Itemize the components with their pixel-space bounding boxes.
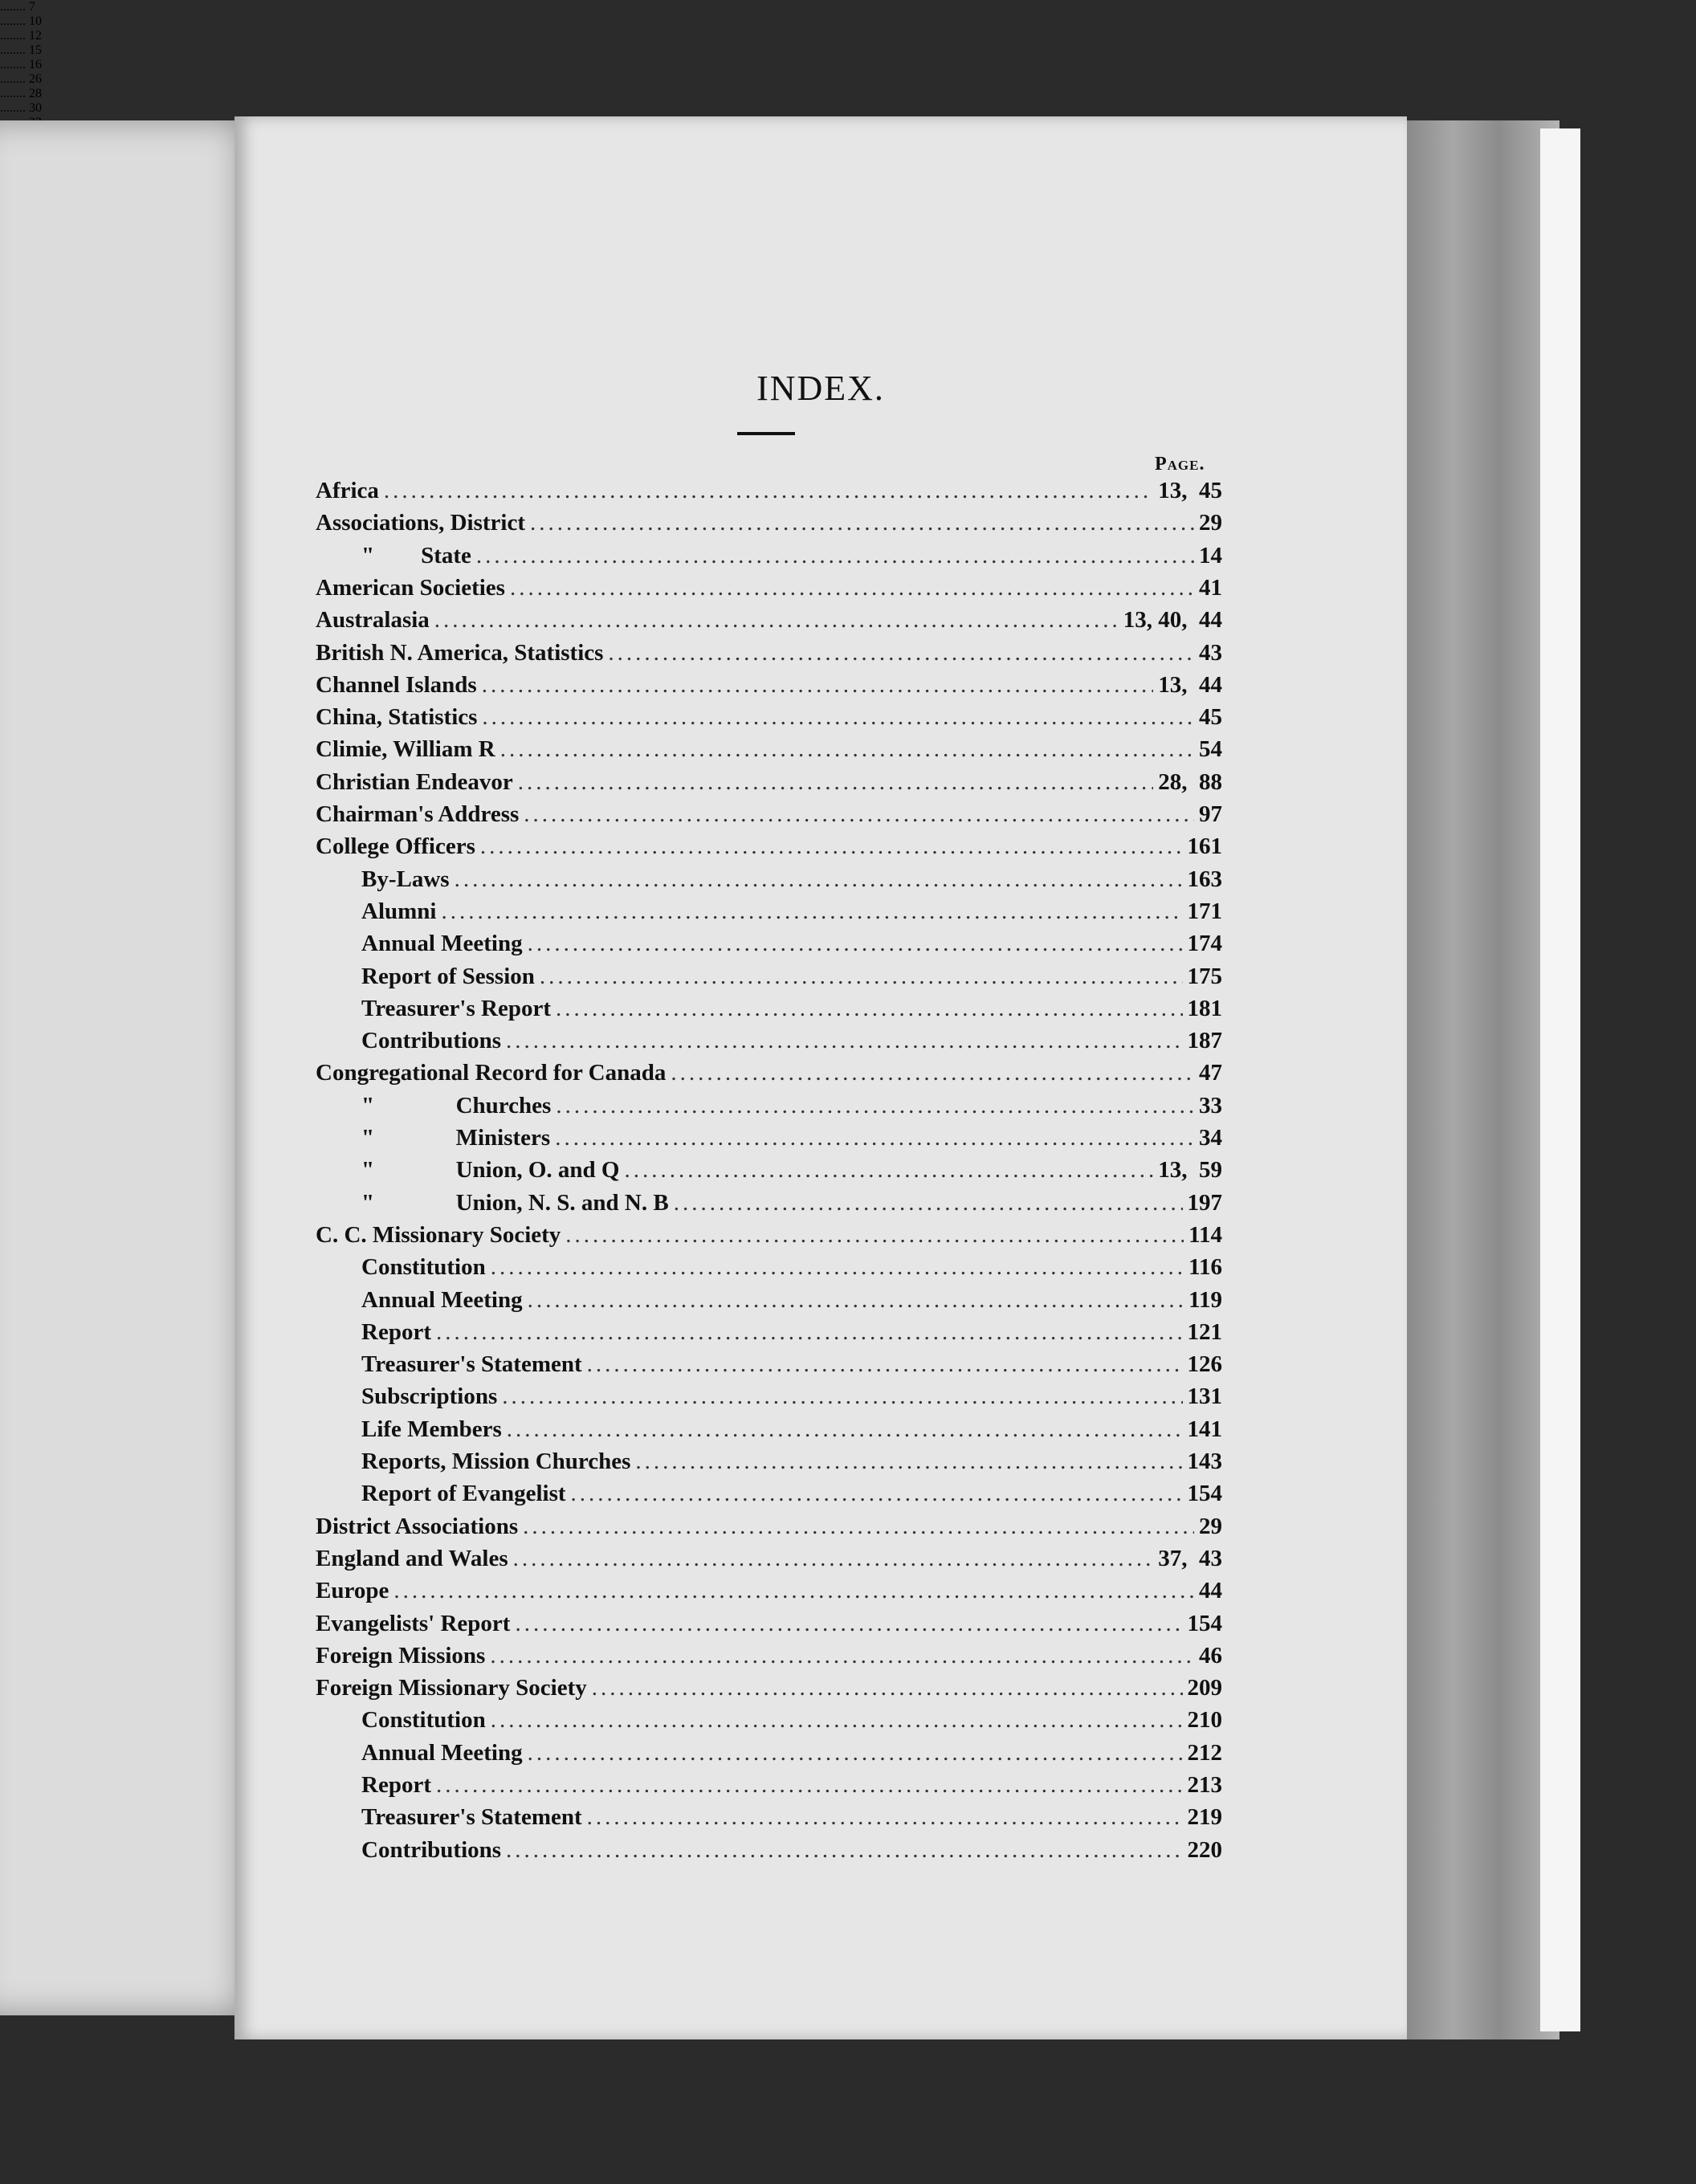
leader-dots: ........ [0, 72, 29, 86]
leader-dots [500, 736, 1194, 763]
index-entry-text: Foreign Missions [316, 1642, 486, 1669]
index-entry-text: College Officers [316, 833, 475, 860]
left-page [0, 120, 270, 2015]
index-entry-text: Report of Session [361, 963, 535, 989]
index-entry-pages: 37, 43 [1158, 1545, 1222, 1571]
index-entry-pages: 154 [1187, 1481, 1222, 1507]
leader-dots [587, 1351, 1183, 1378]
index-entry-text: Report [361, 1318, 431, 1345]
leader-dots [436, 1772, 1183, 1799]
index-entry-text: Europe [316, 1578, 389, 1604]
index-entry [316, 640, 1222, 672]
left-page-number [0, 72, 1696, 87]
leader-dots [482, 672, 1154, 699]
index-entry-text: Associations, District [316, 510, 525, 536]
index-entry [361, 1804, 1222, 1836]
left-page-number [0, 58, 1696, 72]
index-entry [361, 898, 1222, 931]
leader-dots [384, 478, 1153, 504]
left-page-number [0, 43, 1696, 58]
index-entry-pages: 161 [1187, 833, 1222, 860]
leader-dots: ........ [0, 101, 29, 115]
leader-dots [513, 1546, 1154, 1572]
left-page-number-value: 16 [29, 58, 42, 71]
leader-dots [393, 1578, 1194, 1604]
index-entry [361, 1125, 1222, 1157]
index-entry-text: " State [361, 542, 471, 568]
page-edge-white [1540, 128, 1580, 2031]
index-entry-pages: 54 [1199, 736, 1222, 763]
index-entry [361, 931, 1222, 963]
index-entry-pages: 29 [1199, 1513, 1222, 1539]
leader-dots [506, 1837, 1182, 1864]
index-entry-text: Treasurer's Statement [361, 1804, 582, 1831]
left-page-number-value: 28 [29, 87, 42, 100]
index-entry-text: Channel Islands [316, 671, 477, 698]
index-entry-pages: 13, 59 [1158, 1157, 1222, 1184]
index-entry-pages: 47 [1199, 1060, 1222, 1086]
index-entry-pages: 43 [1199, 639, 1222, 666]
index-entry-text: Alumni [361, 898, 437, 924]
leader-dots: ........ [0, 14, 29, 28]
index-entry-text: District Associations [316, 1513, 519, 1539]
index-entry [316, 736, 1222, 768]
left-page-number-value: 30 [29, 101, 42, 115]
leader-dots: ........ [0, 0, 29, 14]
index-entry-text: C. C. Missionary Society [316, 1221, 561, 1248]
index-entry-pages: 126 [1187, 1351, 1222, 1378]
leader-dots [491, 1707, 1183, 1734]
leader-dots [528, 1740, 1183, 1766]
index-entry-text: Treasurer's Statement [361, 1351, 582, 1378]
left-page-number-value: 10 [29, 14, 42, 28]
index-entry [316, 1514, 1222, 1546]
leader-dots [671, 1060, 1194, 1086]
index-entry-text: Christian Endeavor [316, 768, 513, 795]
leader-dots [441, 898, 1182, 925]
index-entry-text: Congregational Record for Canada [316, 1060, 667, 1086]
index-entry-text: Foreign Missionary Society [316, 1675, 587, 1701]
leader-dots: ........ [0, 87, 29, 100]
index-entry-pages: 181 [1187, 995, 1222, 1021]
leader-dots [674, 1190, 1183, 1216]
index-entry-pages: 210 [1187, 1707, 1222, 1734]
index-entry-text: American Societies [316, 574, 505, 601]
index-entry [361, 1093, 1222, 1125]
index-entry [361, 1740, 1222, 1772]
index-entry-pages: 212 [1187, 1739, 1222, 1766]
index-entry [316, 1611, 1222, 1643]
leader-dots [565, 1222, 1184, 1249]
index-entry [316, 1060, 1222, 1092]
index-entry [361, 1707, 1222, 1739]
index-entry [316, 1643, 1222, 1675]
leader-dots [502, 1383, 1182, 1410]
index-entry [361, 866, 1222, 898]
index-entry-pages: 131 [1187, 1383, 1222, 1410]
index-entry-pages: 163 [1187, 866, 1222, 892]
index-entry-pages: 209 [1187, 1675, 1222, 1701]
leader-dots [556, 996, 1183, 1022]
left-page-number [0, 0, 1696, 14]
leader-dots [436, 1319, 1183, 1346]
index-entry [316, 1578, 1222, 1610]
index-entry-pages: 141 [1187, 1416, 1222, 1442]
index-entry-pages: 14 [1199, 542, 1222, 568]
leader-dots [510, 575, 1194, 601]
index-entry [361, 1319, 1222, 1351]
leader-dots [523, 1514, 1194, 1540]
leader-dots: ........ [0, 43, 29, 57]
index-entry [361, 1383, 1222, 1416]
index-entry-text: Constitution [361, 1254, 486, 1281]
index-entry-text: Subscriptions [361, 1383, 498, 1410]
index-entry-pages: 220 [1187, 1836, 1222, 1863]
index-entry-pages: 13, 44 [1158, 671, 1222, 698]
index-entry [316, 1546, 1222, 1578]
leader-dots [592, 1675, 1183, 1701]
leader-dots [524, 801, 1194, 828]
page-title: INDEX. [756, 369, 885, 408]
index-entry-pages: 154 [1187, 1610, 1222, 1636]
index-entry [361, 1254, 1222, 1286]
index-entry-pages: 119 [1188, 1286, 1222, 1313]
index-entry-pages: 41 [1199, 574, 1222, 601]
index-entry-text: Report [361, 1772, 431, 1798]
index-entry [316, 607, 1222, 639]
leader-dots [528, 1287, 1184, 1314]
left-page-number-value: 7 [29, 0, 35, 14]
index-entry [361, 1190, 1222, 1222]
leader-dots [540, 964, 1183, 990]
index-entry-pages: 34 [1199, 1125, 1222, 1151]
index-entry-text: " Union, O. and Q [361, 1157, 620, 1184]
leader-dots [635, 1449, 1182, 1475]
index-entry-pages: 13, 40, 44 [1123, 607, 1222, 634]
index-entry-pages: 174 [1187, 931, 1222, 957]
left-page-number-value: 12 [29, 29, 42, 43]
index-entry-text: Life Members [361, 1416, 502, 1442]
index-entry-pages: 97 [1199, 801, 1222, 827]
index-entry-text: Africa [316, 478, 379, 503]
leader-dots [490, 1643, 1194, 1669]
page-column-header: Page. [1155, 454, 1205, 475]
index-entry-text: Contributions [361, 1836, 502, 1863]
index-entry-text: Contributions [361, 1028, 502, 1054]
index-entry [361, 996, 1222, 1028]
index-entry-pages: 197 [1187, 1189, 1222, 1216]
left-page-number-value: 26 [29, 72, 42, 86]
leader-dots [455, 866, 1183, 893]
index-entry-pages: 171 [1187, 898, 1222, 924]
index-entry-pages: 121 [1187, 1318, 1222, 1345]
index-entry [316, 1222, 1222, 1254]
index-entry-text: Annual Meeting [361, 931, 523, 957]
leader-dots [480, 833, 1183, 860]
index-entry-text: Reports, Mission Churches [361, 1449, 631, 1474]
index-entry [316, 575, 1222, 607]
index-entry [316, 704, 1222, 736]
index-entry-text: Australasia [316, 607, 430, 634]
index-entry [316, 672, 1222, 704]
index-entry [361, 1837, 1222, 1869]
leader-dots [506, 1028, 1182, 1054]
leader-dots [507, 1416, 1183, 1443]
left-page-number [0, 29, 1696, 43]
index-entry-pages: 33 [1199, 1092, 1222, 1118]
leader-dots: ........ [0, 58, 29, 71]
index-entry-text: Treasurer's Report [361, 995, 551, 1021]
index-entry-pages: 114 [1188, 1221, 1222, 1248]
index-entry-text: Constitution [361, 1707, 486, 1734]
index-entry [361, 1157, 1222, 1189]
index-entry-text: " Churches [361, 1092, 552, 1118]
index-entry-pages: 29 [1199, 510, 1222, 536]
leader-dots [491, 1254, 1184, 1281]
index-entry-pages: 187 [1187, 1028, 1222, 1054]
index-entry-pages: 175 [1187, 963, 1222, 989]
index-entry-text: England and Wales [316, 1545, 508, 1571]
index-entry-pages: 46 [1199, 1642, 1222, 1669]
leader-dots [518, 769, 1154, 796]
index-entry [361, 1351, 1222, 1383]
leader-dots [482, 704, 1194, 731]
index-entry-text: Evangelists' Report [316, 1610, 511, 1636]
index-entry-pages: 13, 45 [1158, 478, 1222, 503]
index-entry [361, 543, 1222, 575]
leader-dots [571, 1481, 1183, 1507]
index-entry-pages: 44 [1199, 1578, 1222, 1604]
index-entry-pages: 45 [1199, 704, 1222, 731]
index-entry-text: Annual Meeting [361, 1286, 523, 1313]
index-entry [316, 1675, 1222, 1707]
index-entry [316, 478, 1222, 510]
index-entry [361, 1772, 1222, 1804]
index-entry-text: Report of Evangelist [361, 1481, 566, 1507]
leader-dots [608, 640, 1194, 666]
page-edges [1407, 120, 1559, 2039]
index-entry-text: Climie, William R [316, 736, 495, 763]
leader-dots [434, 607, 1119, 634]
index-entry [316, 833, 1222, 866]
leader-dots [515, 1611, 1182, 1637]
index-entry [361, 1449, 1222, 1481]
left-page-number [0, 101, 1696, 116]
leader-dots: ........ [0, 29, 29, 43]
index-entry [361, 1416, 1222, 1449]
leader-dots [587, 1804, 1183, 1831]
index-entry-text: Annual Meeting [361, 1739, 523, 1766]
leader-dots [555, 1125, 1194, 1151]
leader-dots [556, 1093, 1194, 1119]
index-entry [361, 964, 1222, 996]
leader-dots [530, 510, 1194, 536]
index-entry [361, 1481, 1222, 1513]
left-page-number [0, 87, 1696, 101]
index-entry [361, 1028, 1222, 1060]
index-entry-pages: 28, 88 [1158, 768, 1222, 795]
index-entry-pages: 116 [1188, 1254, 1222, 1281]
index-entry [316, 801, 1222, 833]
index-entry [316, 769, 1222, 801]
index-entry-pages: 219 [1187, 1804, 1222, 1831]
index-entry-pages: 143 [1187, 1449, 1222, 1474]
left-page-number [0, 14, 1696, 29]
index-entry-text: " Union, N. S. and N. B [361, 1189, 669, 1216]
index-entry [361, 1287, 1222, 1319]
index-entry-text: Chairman's Address [316, 801, 520, 827]
index-entry-text: British N. America, Statistics [316, 639, 604, 666]
index-entry-pages: 213 [1187, 1772, 1222, 1798]
index-entry [316, 510, 1222, 542]
left-page-number-value: 15 [29, 43, 42, 57]
index-entry-text: By-Laws [361, 866, 450, 892]
index-entry-text: " Ministers [361, 1125, 551, 1151]
leader-dots [476, 543, 1194, 569]
leader-dots [624, 1157, 1153, 1184]
title-rule [737, 432, 795, 435]
index-entry-text: China, Statistics [316, 704, 478, 731]
leader-dots [528, 931, 1183, 957]
